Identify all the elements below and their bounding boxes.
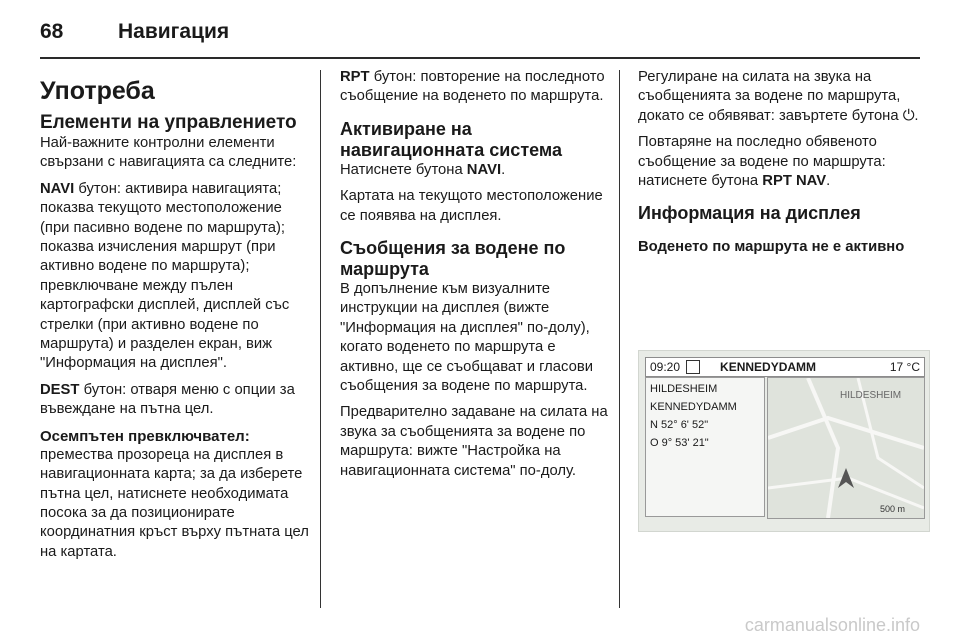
nav-icon — [686, 360, 700, 374]
messages-heading: Съобщения за водене по маршрута — [340, 238, 566, 280]
activate-text-end: . — [501, 161, 506, 178]
navi-paragraph — [40, 180, 310, 374]
dest-text: бутон: отваря меню с опции за въвеждане на пътна цел. — [40, 381, 295, 418]
column-1 — [40, 68, 310, 569]
dest-paragraph — [40, 381, 310, 420]
nav-street-name: KENNEDYDAMM — [650, 401, 737, 413]
display-heading: Информация на дисплея — [638, 203, 861, 224]
activate-heading: Активиране на навигационната система — [340, 118, 562, 160]
main-heading: Употреба — [40, 77, 155, 105]
nav-map — [767, 377, 925, 519]
map-paragraph: Картата на текущото местоположение се появява на дисплея. — [340, 188, 603, 224]
switch-heading: Осемпътен превключвател: — [40, 427, 250, 445]
column-2 — [340, 68, 610, 488]
messages-paragraph: В допълнение към визуалните инструкции на дисплея (вижте "Информация на дисплея" по-долу), когато воденето по маршрута е активно, ще се съобщават и гласови съобщения за водене по маршрута. — [340, 281, 593, 395]
activate-paragraph — [340, 161, 610, 180]
rpt-paragraph — [340, 68, 610, 107]
column-divider — [619, 70, 620, 608]
map-scale: 500 m — [880, 504, 906, 514]
repeat-key: RPT NAV — [762, 173, 827, 190]
repeat-text-end: . — [826, 173, 831, 190]
nav-city: HILDESHEIM — [650, 383, 718, 395]
map-graphic — [768, 378, 924, 518]
nav-info-panel — [645, 377, 765, 517]
volume-paragraph: Регулиране на силата на звука на съобщенията за водене по маршрута, докато се обявяват: завъртете бутона ⏻. — [638, 69, 919, 124]
column-divider — [320, 70, 321, 608]
nav-status-bar — [645, 357, 925, 377]
preset-paragraph: Предварително задаване на силата на звука за съобщенията за водене по маршрута: вижте "Настройка на навигационната система" по-долу. — [340, 404, 608, 479]
rpt-key: RPT — [340, 69, 370, 85]
nav-longitude: O 9° 53' 21" — [650, 437, 709, 449]
inactive-heading: Воденето по маршрута не е активно — [638, 239, 905, 256]
nav-display-image — [638, 350, 930, 532]
repeat-text: Повтаряне на последно обявеното съобщение за водене по маршрута: натиснете бутона — [638, 134, 886, 190]
activate-text: Натиснете бутона — [340, 161, 467, 178]
page-header — [40, 14, 229, 50]
controls-heading: Елементи на управлението — [40, 112, 297, 133]
repeat-paragraph — [638, 133, 928, 191]
section-title: Навигация — [118, 20, 230, 43]
nav-street: KENNEDYDAMM — [720, 360, 817, 374]
column-3 — [638, 68, 928, 256]
nav-time: 09:20 — [650, 360, 681, 374]
rpt-text: бутон: повторение на последното съобщение на воденето по маршрута. — [340, 69, 605, 105]
activate-key: NAVI — [466, 161, 502, 178]
page-number: 68 — [40, 20, 64, 43]
nav-temperature: 17 °C — [889, 360, 920, 374]
dest-key: DEST — [40, 381, 80, 398]
switch-text: премества прозореца на дисплея в навигационната карта; за да изберете пътна цел, натиснете необходимата посока за да позиционирате координатния кръст върху пътната цел на картата. — [40, 446, 309, 560]
watermark: carmanualsonline.info — [744, 615, 920, 635]
navi-key: NAVI — [40, 180, 75, 197]
header-rule — [40, 57, 920, 59]
controls-intro: Най-важните контролни елементи свързани с навигацията са следните: — [40, 135, 297, 171]
navi-text: бутон: активира навигацията; показва текущото местоположение (при пасивно водене по маршрута); показва изчисления маршрут (при активно водене по маршрута); превключване между пълен картографски дисплей, дисплей със стрелки (при активно водене по маршрута) и разделен екран, виж "Информация на дисплея". — [40, 180, 290, 372]
nav-latitude: N 52° 6' 52" — [650, 419, 709, 431]
map-label: HILDESHEIM — [840, 390, 902, 401]
